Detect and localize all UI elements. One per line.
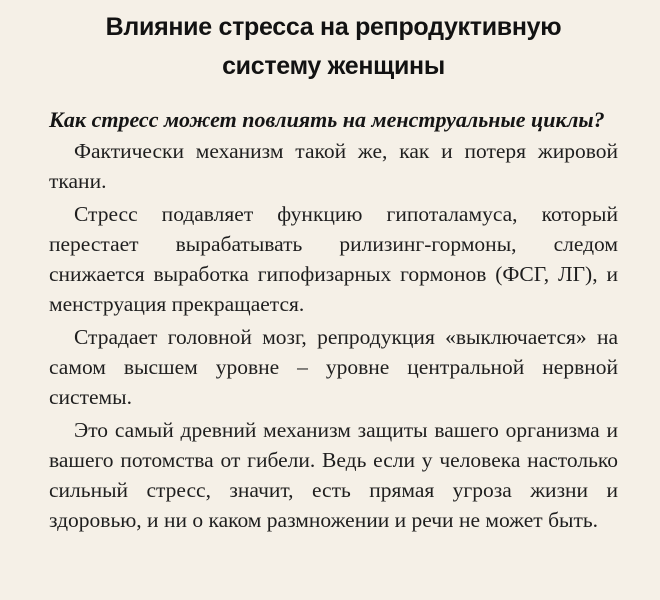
title-line-1: Влияние стресса на репродуктивную	[105, 13, 562, 41]
page-title	[49, 8, 618, 86]
paragraph-1: Фактически механизм такой же, как и потеря жировой ткани.	[49, 139, 618, 193]
title-line-2: систему женщины	[222, 52, 445, 80]
paragraph-4: Это самый древний механизм защиты вашего организма и вашего потомства от гибели. Ведь если у человека настолько сильный стресс, значит, есть прямая угроза жизни и здоровью, и ни о каком размножении и речи не может быть.	[49, 418, 618, 532]
paragraph-2: Стресс подавляет функцию гипоталамуса, который перестает вырабатывать рилизинг-гормоны, следом снижается выработка гипофизарных гормонов (ФСГ, ЛГ), и менструация прекращается.	[49, 202, 618, 316]
section-question: Как стресс может повлиять на менструальные циклы?	[49, 107, 605, 132]
paragraph-3: Страдает головной мозг, репродукция «выключается» на самом высшем уровне – уровне центральной нервной системы.	[49, 325, 618, 409]
